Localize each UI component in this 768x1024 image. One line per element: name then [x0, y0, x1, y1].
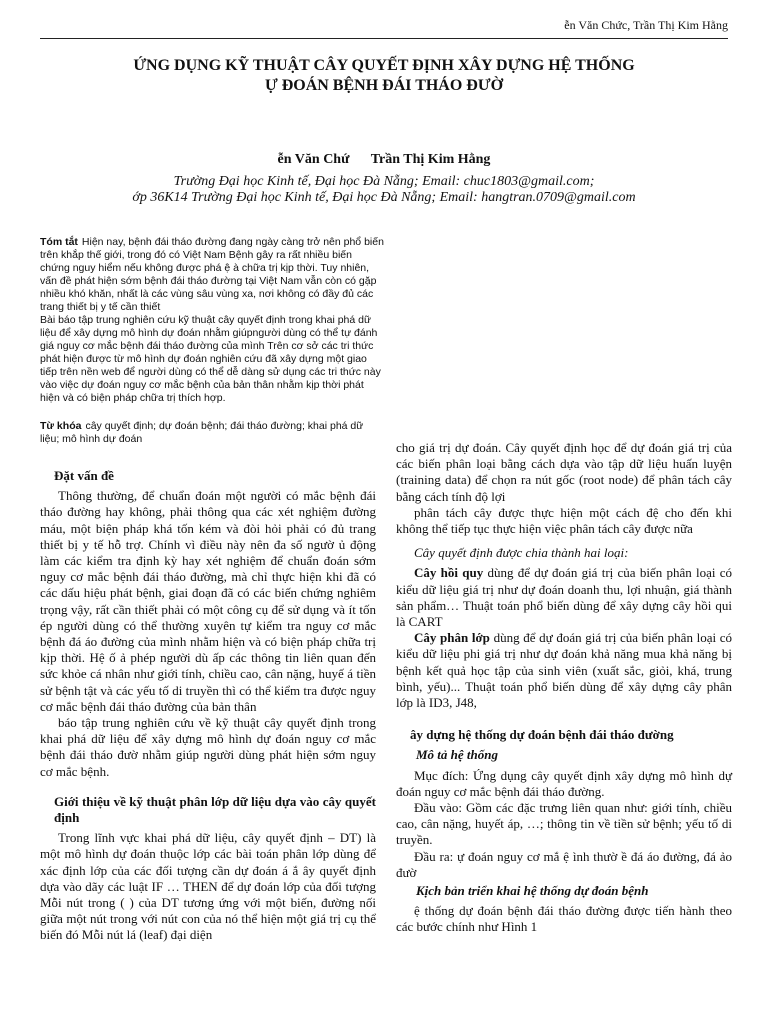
purpose-para: Mục đích: Ứng dụng cây quyết định xây dựng mô hình dự đoán nguy cơ mắc bệnh đái tháo đường.: [396, 767, 732, 799]
header-rule: [40, 38, 728, 39]
right-para-2: phân tách cây được thực hiện một cách đệ cho đến khi không thể tiếp tục thực hiện việc phân tách cây được nữa: [396, 504, 732, 537]
left-column: [40, 462, 376, 944]
keywords-label: Từ khóa: [40, 420, 82, 432]
right-column: [396, 440, 732, 936]
subheading-system-desc: Mô tả hệ thống: [416, 747, 498, 763]
abstract-text-1: Hiện nay, bệnh đái tháo đường đang ngày càng trở nên phổ biến trên khắp thế giới, trong đó có Việt Nam Bệnh gây ra rất nhiều biến chứng nguy hiểm nếu không được phá ệ à chữa trị kịp thời. Tuy nhiên, vấn đề phát hiện sớm bệnh đái tháo đường tại Việt Nam vẫn còn có gặp nhiều khó khăn, nhất là các vùng sâu vùng xa, nơi không có đầy đủ các trang thiết bị y tế cần thiết: [40, 236, 384, 313]
abstract-para-2: Bài báo tập trung nghiên cứu kỹ thuật cây quyết định trong khai phá dữ liệu để xây dựng mô hình dự đoán nhằm giúpngười dùng có thể tự đánh giá nguy cơ mắc bệnh đái tháo đường của mình Trên cơ sở các tri thức phát hiện được từ mô hình dự đoán nghiên cứu đã xây dựng một giao tiếp trên nền web để người dùng có thể dễ dàng sử dụng các tri thức này vào việc dự đoán nguy cơ mắc bệnh của bản thân nhằm kịp thời phát hiện và có biện pháp chữa trị thích hợp.: [40, 314, 381, 404]
paper-title: [60, 56, 708, 96]
intro-para-2: báo tập trung nghiên cứu về kỹ thuật cây quyết định trong khai phá dữ liệu để xây dựng mô hình dự đoán nguy cơ mắc bệnh đái tháo đườ nhằm giúp người dùng phát hiện sớm nguy cơ mắc bệnh.: [40, 715, 376, 779]
keywords: [40, 420, 384, 446]
author-1: ễn Văn Chứ: [277, 152, 350, 167]
abstract-label: Tóm tắt: [40, 236, 78, 248]
keywords-text: cây quyết định; dự đoán bệnh; đái tháo đường; khai phá dữ liệu; mô hình dự đoán: [40, 420, 364, 445]
dt-para-1: Trong lĩnh vực khai phá dữ liệu, cây quyết định – DT) là một mô hình dự đoán thuộc lớp các bài toán phân lớp dùng để xác định lớp của các đối tượng cần dự đoán á ắ ây quyết định dựa vào dãy các luật IF … THEN để dự đoán lớp của đối tượng Mỗi nút trong ( ) của DT tương ứng với một biến, đường nối giữa một nút trong với nút con của nó thể hiện một giá trị cụ thể biến đó Mỗi nút lá (leaf) đại diện: [40, 830, 376, 943]
section-heading-intro: Đặt vấn đề: [54, 468, 114, 483]
subheading-deployment: Kịch bản triển khai hệ thống dự đoán bệnh: [416, 883, 649, 899]
abstract-para-1: [40, 236, 384, 314]
regression-tree-para: [396, 565, 732, 630]
tree-types-intro: Cây quyết định được chia thành hai loại:: [414, 545, 629, 561]
abstract: [40, 236, 384, 405]
output-para: Đầu ra: ự đoán nguy cơ mắ ệ ình thườ ề đá áo đường, đá ảo đườ: [396, 848, 732, 880]
regression-tree-text: dùng để dự đoán giá trị của biến phân loại có kiểu dữ liệu giá trị như dự đoán doanh thu, lợi nhuận, giá thành sản phẩm… Thuật toán phổ biến dùng để xây dựng cây hồi qui là CART: [396, 565, 732, 630]
running-head: ễn Văn Chức, Trần Thị Kim Hằng: [564, 18, 728, 32]
affiliation-1: Trường Đại học Kinh tế, Đại học Đà Nẵng; Email: chuc1803@gmail.com;: [173, 174, 595, 189]
classification-tree-para: [396, 630, 732, 711]
title-line-2: Ự ĐOÁN BỆNH ĐÁI THÁO ĐƯỜ: [264, 77, 504, 94]
classification-tree-term: Cây phân lớp: [414, 630, 490, 646]
regression-tree-term: Cây hồi quy: [414, 565, 484, 581]
classification-tree-text: dùng để dự đoán giá trị của biến phân loại có kiểu dữ liệu phi giá trị như dự đoán khả năng mua khả năng bị bệnh kết quả học tập của sinh viên (xuất sắc, giỏi, khá, trung bình, yếu)... Thuật toán phổ biến dùng để xây dựng cây phân lớp là ID3, J48,: [396, 630, 733, 711]
intro-para-1: Thông thường, để chuẩn đoán một người có mắc bệnh đái tháo đường hay không, phải thông qua các xét nghiệm đường máu, một biện pháp khá tốn kém và đòi hỏi phải có đủ trang thiết bị y tế hỗ trợ. Chính vì điều này nên đa số ngườ ủ động làm các kiểm tra định kỳ hay xét nghiệm để chuẩn đoán sớm nguy cơ mắc bệnh đái tháo đường, mà chỉ thực hiện khi đã có các dấu hiệu phát bệnh, giai đoạn đã có các biến chứng nghiêm trọng vậy, rất cần thiết phải có một công cụ để sử dụng và ít tốn ép người dùng có thể thường xuyên tự kiểm tra nguy cơ mắc bệnh đá áo đường của mình nhằm hiện và có biện pháp chữa trị kịp thời. Hệ ố ả phép người dù ấp các thông tin liên quan đến sức khỏe cá nhân như giới tính, chiều cao, cân nặng, huyế á tiền sử bệnh tật và các yếu tố di truyền thì có thể kiểm tra được nguy cơ mắc bệnh đái tháo đường của bản thân: [40, 488, 376, 714]
right-para-1: cho giá trị dự đoán. Cây quyết định học để dự đoán giá trị của các biến phân loại bằng cách dựa vào tập dữ liệu huấn luyện (training data) để chọn ra nút gốc (root node) để phân tách cây bằng cách tính độ lợi: [396, 440, 732, 504]
author-2: Trần Thị Kim Hằng: [370, 152, 491, 167]
title-line-1: ỨNG DỤNG KỸ THUẬT CÂY QUYẾT ĐỊNH XÂY DỰNG HỆ THỐNG: [133, 57, 635, 74]
input-para: Đầu vào: Gồm các đặc trưng liên quan như: giới tính, chiều cao, cân nặng, huyết áp, …; thông tin về tiền sử bệnh; yếu tố di truyền.: [396, 800, 732, 848]
authors: [60, 152, 708, 168]
section-heading-dt: Giới thiệu về kỹ thuật phân lớp dữ liệu dựa vào cây quyết định: [54, 793, 376, 826]
deployment-para: ệ thống dự đoán bệnh đái tháo đường được tiến hành theo các bước chính như Hình 1: [396, 903, 732, 935]
section-heading-system: ây dựng hệ thống dự đoán bệnh đái tháo đường: [410, 727, 674, 743]
affiliation-2: ớp 36K14 Trường Đại học Kinh tế, Đại học Đà Nẵng; Email: hangtran.0709@gmail.com: [132, 190, 636, 205]
